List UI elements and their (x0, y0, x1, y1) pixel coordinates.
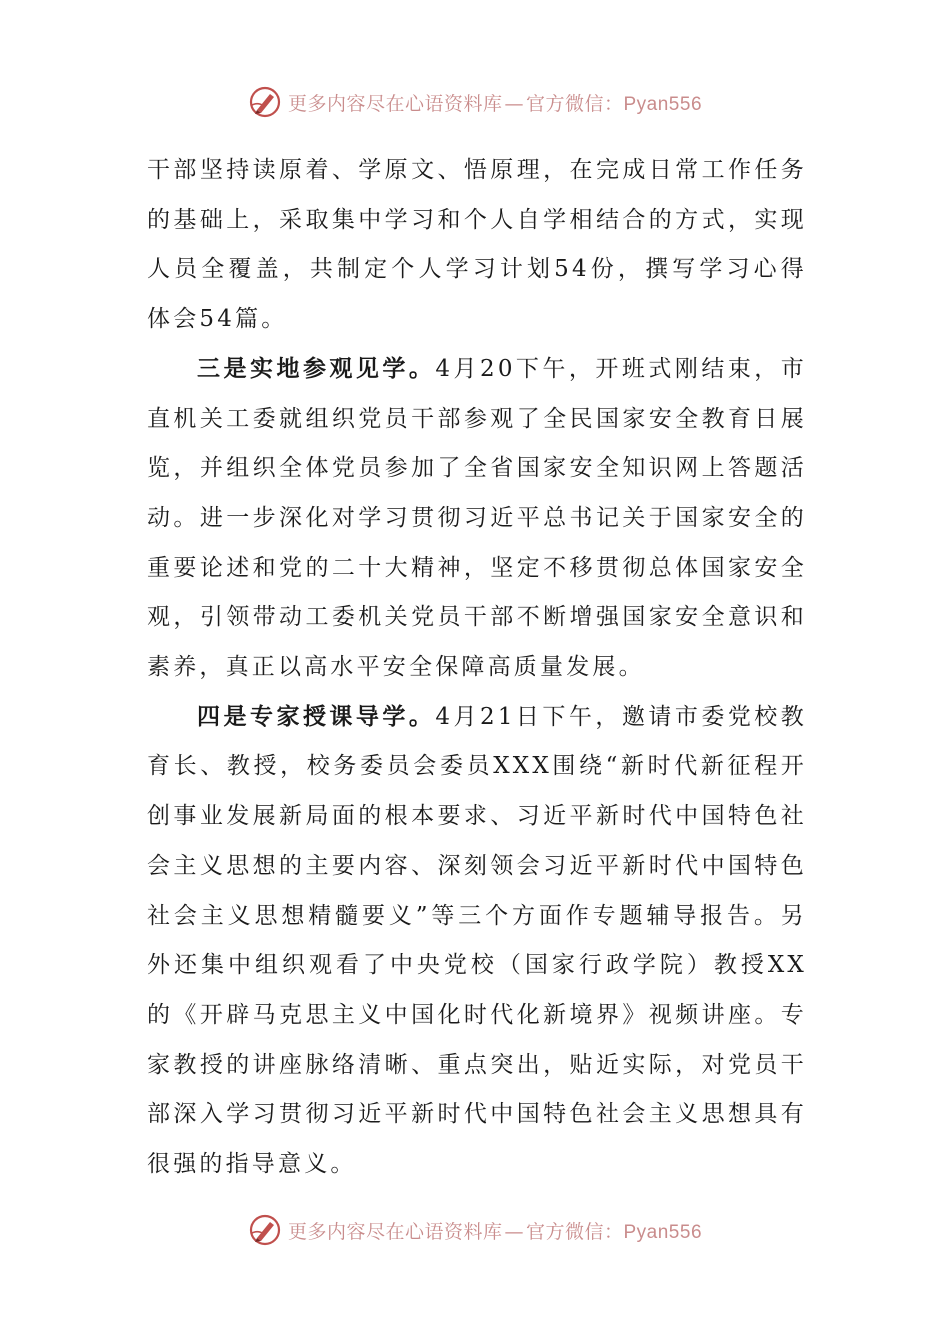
watermark-text (288, 89, 702, 116)
paragraph-text: 干部坚持读原着、学原文、悟原理，在完成日常工作任务的基础上，采取集中学习和个人自学相结合的方式，实现人员全覆盖，共制定个人学习计划54份，撰写学习心得体会54篇。 (147, 157, 807, 333)
pen-logo-icon (248, 85, 282, 119)
paragraph-lead: 四是专家授课导学。 (197, 703, 436, 730)
watermark-slogan: 更多内容尽在心语资料库 (287, 1220, 503, 1243)
watermark-contact-label: 官方微信： (525, 1220, 624, 1243)
header-watermark (0, 82, 950, 122)
footer-watermark (0, 1210, 950, 1250)
pen-logo-icon (248, 1213, 282, 1247)
paragraph-lead: 三是实地参观见学。 (197, 355, 436, 382)
watermark-slogan: 更多内容尽在心语资料库 (287, 92, 503, 115)
document-body (147, 146, 807, 1190)
paragraph-expert-lecture (147, 693, 807, 1190)
watermark-contact-id: Pyan556 (623, 1221, 703, 1243)
watermark-contact-id: Pyan556 (623, 93, 703, 115)
watermark-contact-label: 官方微信： (525, 92, 624, 115)
paragraph-continued (147, 146, 807, 345)
paragraph-text: 4月21日下午，邀请市委党校教育长、教授，校务委员会委员XXX围绕“新时代新征程开创事业发展新局面的根本要求、习近平新时代中国特色社会主义思想的主要内容、深刻领会习近平新时代中国特色社会主义思想精髓要义”等三个方面作专题辅导报告。另外还集中组织观看了中央党校（国家行政学院）教授XX的《开辟马克思主义中国化时代化新境界》视频讲座。专家教授的讲座脉络清晰、重点突出，贴近实际，对党员干部深入学习贯彻习近平新时代中国特色社会主义思想具有很强的指导意义。 (147, 703, 807, 1178)
watermark-text (288, 1217, 702, 1244)
paragraph-site-visit (147, 345, 807, 693)
watermark-separator: — (504, 92, 524, 115)
watermark-separator: — (504, 1220, 524, 1243)
paragraph-text: 4月20下午，开班式刚结束，市直机关工委就组织党员干部参观了全民国家安全教育日展览，并组织全体党员参加了全省国家安全知识网上答题活动。进一步深化对学习贯彻习近平总书记关于国家安全的重要论述和党的二十大精神，坚定不移贯彻总体国家安全观，引领带动工委机关党员干部不断增强国家安全意识和素养，真正以高水平安全保障高质量发展。 (147, 355, 807, 681)
